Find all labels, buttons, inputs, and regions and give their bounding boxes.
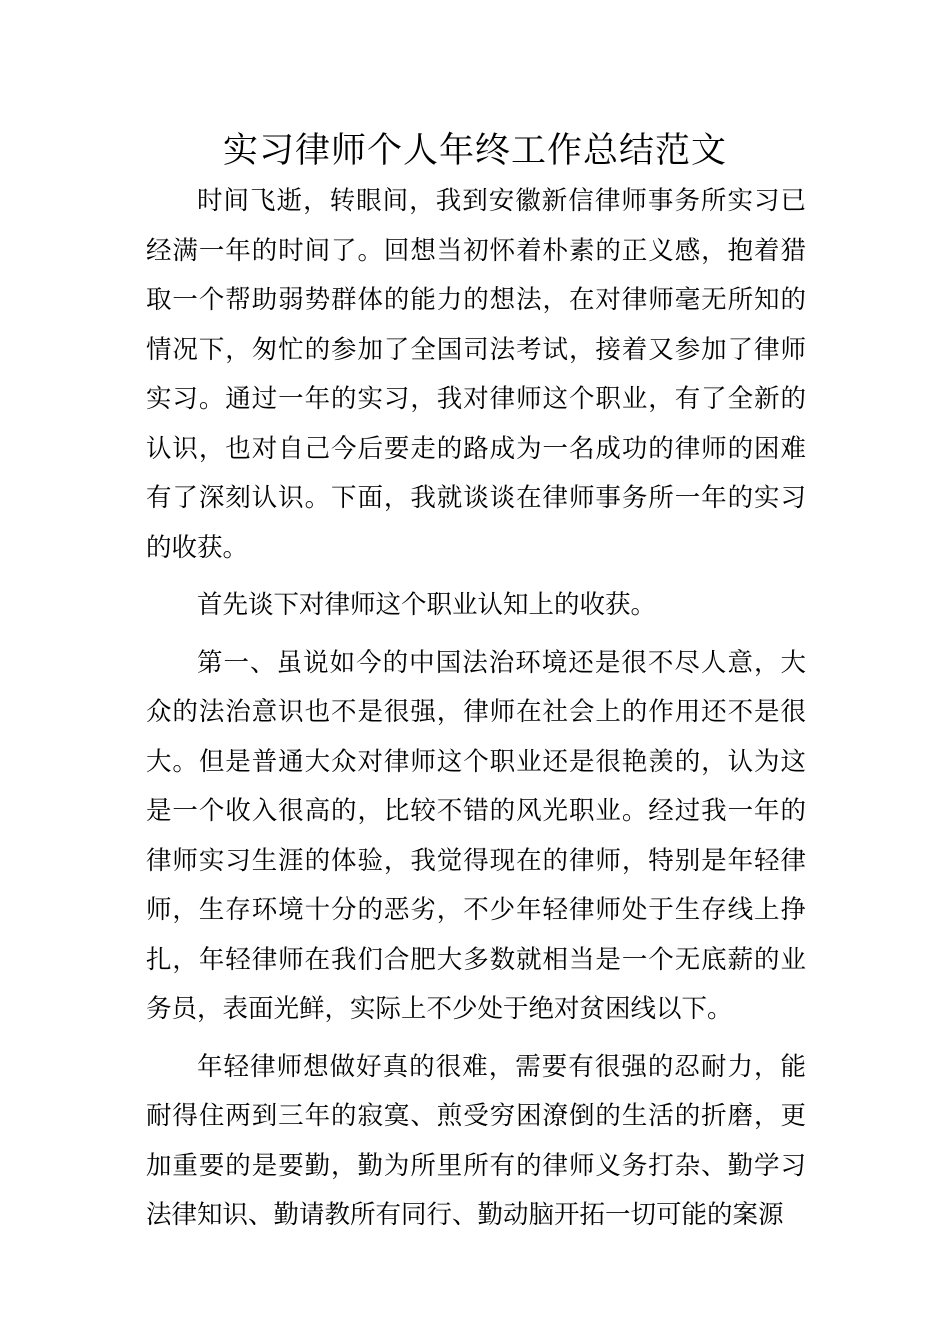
paragraph-first-point: 第一、虽说如今的中国法治环境还是很不尽人意，大众的法治意识也不是很强，律师在社会上的作用还不是很大。但是普通大众对律师这个职业还是很艳羡的，认为这是一个收入很高的，比较不错的风光职业。经过我一年的律师实习生涯的体验，我觉得现在的律师，特别是年轻律师，生存环境十分的恶劣，不少年轻律师处于生存线上挣扎，年轻律师在我们合肥大多数就相当是一个无底薪的业务员，表面光鲜，实际上不少处于绝对贫困线以下。 <box>146 647 806 1024</box>
paragraph-intro: 时间飞逝，转眼间，我到安徽新信律师事务所实习已经满一年的时间了。回想当初怀着朴素的正义感，抱着猎取一个帮助弱势群体的能力的想法，在对律师毫无所知的情况下，匆忙的参加了全国司法考试，接着又参加了律师实习。通过一年的实习，我对律师这个职业，有了全新的认识，也对自己今后要走的路成为一名成功的律师的困难有了深刻认识。下面，我就谈谈在律师事务所一年的实习的收获。 <box>146 186 806 563</box>
paragraph-career-heading: 首先谈下对律师这个职业认知上的收获。 <box>197 590 657 620</box>
document-body <box>146 177 806 1241</box>
document-title: 实习律师个人年终工作总结范文 <box>222 131 727 171</box>
paragraph-young-lawyers: 年轻律师想做好真的很难，需要有很强的忍耐力，能耐得住两到三年的寂寞、煎受穷困潦倒的生活的折磨，更加重要的是要勤，勤为所里所有的律师义务打杂、勤学习法律知识、勤请教所有同行、勤动脑开拓一切可能的案源 <box>146 1051 806 1230</box>
